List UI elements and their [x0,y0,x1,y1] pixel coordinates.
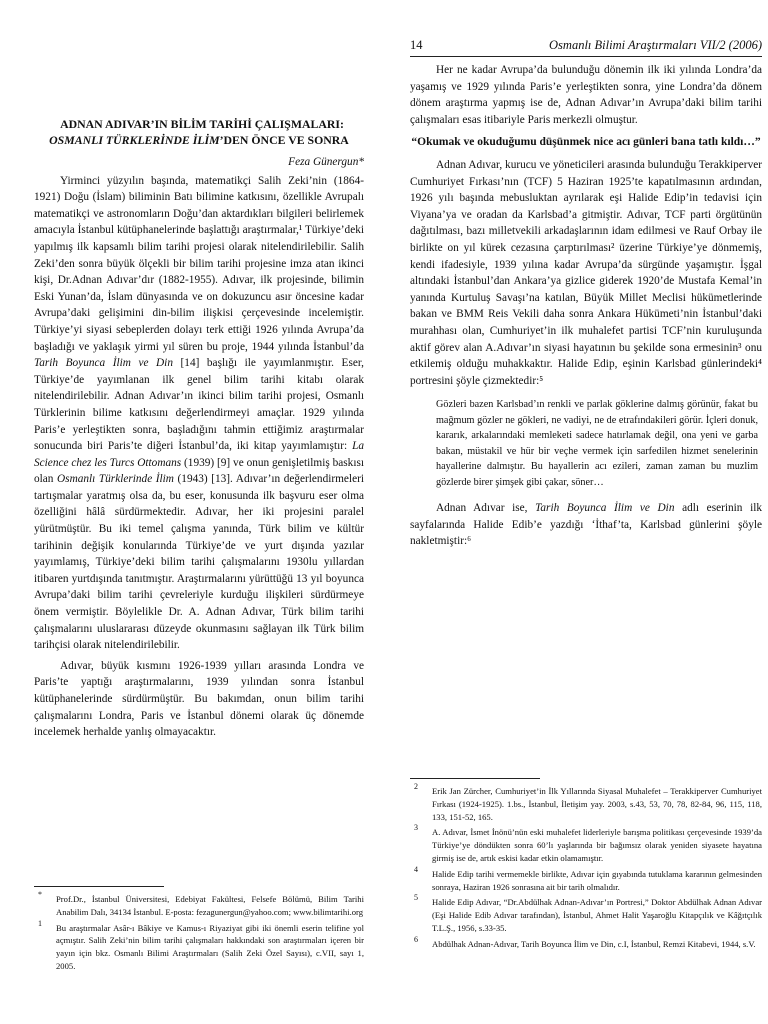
article-subtitle [34,132,364,148]
subtitle-rest: ’DEN ÖNCE VE SONRA [219,133,349,147]
page-header [410,38,762,53]
footnote-text: Erik Jan Zürcher, Cumhuriyet’in İlk Yıllarında Siyasal Muhalefet – Terakkiperver Cumhuriyet Fırkası (1924-1925). 1.bs., İstanbul, İletişim yay. 2003, s.43, 53, 70, 78, 82-84, 96, 115, 118, 133, 151-52, 165. [432,786,762,822]
paragraph-text: adlı eserinin ilk sayfalarında Halide Edib’e yazdığı ‘İthaf’ta, Karlsbad günlerini şöyle nakletmiştir:⁶ [410,502,763,548]
footnote-number: 6 [414,934,418,944]
footnotes-left [34,886,364,976]
paragraph: Her ne kadar Avrupa’da bulunduğu dönemin ilk iki yılında Londra’da yaşamış ve 1929 yılında Paris’e yerleştikten sonra, yine Londra’da dönem dönem araştırma yapmış ise de, Adnan Adıvar’ın Avrupa’daki bilim tarihi çalışmaları esas itibariyle Paris merkezli olmuştur. [410,64,762,126]
header-divider [410,56,762,57]
book-title: La Science chez les Turcs Ottomans [34,440,364,469]
footnote-text: Halide Edip tarihi vermemekle birlikte, Adıvar için gıyabında tutuklama kararının gelmesinden sonraya, Haziran 1926 sonrasına ait bir tarih olmalıdır. [432,868,762,892]
footnote-number: * [38,890,42,899]
paragraph-text: Adnan Adıvar ise, [436,502,528,515]
footnote-divider [34,886,164,887]
footnote-text: Prof.Dr., İstanbul Üniversitesi, Edebiyat Fakültesi, Felsefe Bölümü, Bilim Tarihi Anabilim Dalı, 34134 İstanbul. E-posta: fezagunergun@yahoo.com; www.bilimtarihi.org [56,894,364,917]
footnote [410,782,762,823]
footnote [34,890,364,919]
footnote-number: 1 [38,918,42,928]
footnote [410,934,762,951]
footnote-text: Halide Edip Adıvar, “Dr.Abdülhak Adnan-Adıvar’ın Portresi,” Doktor Abdülhak Adnan Adıvar (Eşi Halide Edib Adıvar tarafından), İstanbul, Ahmet Halit Yaşaroğlu Kitapçılık ve Kâğıtçılık T.L.Ş., 1956, s.33-35. [432,897,762,933]
paragraph [34,173,364,654]
book-title: Tarih Boyunca İlim ve Din [34,357,173,370]
footnote-number: 3 [414,823,418,833]
book-title: Tarih Boyunca İlim ve Din [535,502,675,515]
footnote-text: Abdülhak Adnan-Adıvar, Tarih Boyunca İlim ve Din, c.I, İstanbul, Remzi Kitabevi, 1944, s.V. [432,938,756,949]
paragraph-text: Yirminci yüzyılın başında, matematikçi Salih Zeki’nin (1864-1921) Doğu (İslam) biliminin Batı bilimine katkısını, özellikle Avrupalı matematikçi ve astronomların Doğu’dan aktardıkları bilgileri belirlemek amacıyla İstanbul kütüphanelerinde başlattığı araştırmalar,¹ Türkiye’deki yapılmış ilk kapsamlı bilim tarihi projesi olarak nitelendirilebilir. Salih Zeki’den sonra büyük ölçekli bir bilim tarihi projesine imza atan ikinci kişi, Dr.Adnan Adıvar’dır (1882-1955). Adıvar, ilk projesinde, bilimin Eski Yunan’da, İslam dünyasında ve on dokuzuncu asır öncesine kadar Avrupa’daki gelişimini din-bilim ilişkisi çerçevesinde incelemiştir. Türkiye’yi siyasi sebeplerden dolayı terk ettiği 1926 yılında Avrupa’da başladığı ve yaklaşık yirmi yıl süren bu proje, 1944 yılında İstanbul’da [34,174,364,353]
footnote-divider [410,778,540,779]
footnote [410,823,762,864]
footnote-text: Bu araştırmalar Asâr-ı Bâkiye ve Kamus-ı Riyaziyat gibi iki önemli eserin telifine yol açmıştır. Salih Zeki’nin bilim tarihi çalışmaları hakkındaki son araştırmaları içeren bir yayın için bkz. Osmanlı Bilimi Araştırmaları (Salih Zeki Özel Sayısı), c.VII, sayı 1, 2005. [56,922,364,971]
book-title: Osmanlı Türklerinde İlim [57,473,174,486]
right-column [410,62,762,550]
footnote-text: A. Adıvar, İsmet İnönü’nün eski muhalefet liderleriyle barışma politikası çerçevesinde 1939’da Türkiye’ye döndükten sonra 60’lı yaşlarında bir bağımsız olarak yeniden siyasete hayatına girmiş ise de, artık eskisi kadar etkin olamamıştır. [432,827,762,863]
block-quote: Gözleri bazen Karlsbad’ın renkli ve parlak göklerine dalmış görünür, fakat bu mağmum gözler ne gökleri, ne vadiyi, ne de etrafındakileri görür. İçleri donuk, kararık, arkalarındaki memleketi sadece hatırlamak değil, ona yeni ve garba bakan, müstakil ve hür bir veçhe vermek için sarfedilen hizmet senelerinin hayallerine dalmıştır. Bu hayallerin acı ezileri, zaman zaman bu muzlim gözlerde birer şimşek gibi çakar, söner… [436,399,758,488]
subtitle-italic: OSMANLI TÜRKLERİNDE İLİM [49,133,220,147]
paragraph-text: [14] başlığı ile yayımlanmıştır. Eser, Türkiye’de yayımlanan ilk genel bilim tarihi kitabı olarak nitelendirilebilir. Adnan Adıvar’ın ikinci bilim tarihi projesi, Osmanlı Türklerinin bilime katkısını değerlendirmeyi amaçlar. 1929 yılında Paris’e yerleştikten sonra, başladığını tahmin ettiğimiz araştırmalar sonucunda biri Paris’te diğeri İstanbul’da, iki kitap yayımlamıştır: [34,357,365,453]
footnote-number: 2 [414,782,418,791]
paragraph-text: (1943) [13]. Adıvar’ın değerlendirmeleri tartışmalar yaratmış olsa da, bu eser, konusunda ilk başvuru eser olma özelliğini hâlâ sürdürmektedir. Adıvar, her iki projesini paralel yürütmüştür. Bu iki temel çalışma yanında, Türk bilim ve kültür tarihinin değişik konularında Türkiye’de ve yurt dışında yazılar yayımlamış, Türkiye’deki bilim tarihi çalışmalarını 1930lu yıllardan itibaren yurtdışında tanıtmıştır. Araştırmalarını yürüttüğü 13 yıl boyunca Avrupa’daki bilim tarihi çevreleriyle kurduğu ilişkileri sürdürmeye önem vermiştir. Böylelikle Dr. A. Adnan Adıvar, Türk bilim tarihi çalışmalarını uluslararası düzeyde okunmasını sağlayan ilk Türk bilim tarihçisi olarak nitelendirilebilir. [34,473,364,652]
left-column [34,116,364,741]
article-author: Feza Günergun* [288,156,364,168]
page-number: 14 [410,38,423,52]
footnotes-right [410,778,762,954]
section-heading: “Okumak ve okuduğumu düşünmek nice acı günleri bana tatlı kıldı…” [411,136,761,149]
footnote [410,893,762,934]
paragraph: Adıvar, büyük kısmını 1926-1939 yılları arasında Londra ve Paris’te yaptığı araştırmalarını, 1939 yılından sonra İstanbul kütüphanelerinde sürdürmüştür. Bu bakımdan, onun bilim tarihi çalışmalarını Londra, Paris ve İstanbul dönemi olarak üç dönemde incelemek herhalde yanlış olmayacaktır. [34,659,364,739]
paragraph: Adnan Adıvar, kurucu ve yöneticileri arasında bulunduğu Terakkiperver Cumhuriyet Fırkası’nın (TCF) 5 Haziran 1925’te kapatılmasının ardından, 1926 yılı başında mebusluktan ayrılarak eşi Halide Edip’in tedavisi için Viyana’ya ve oradan da Karlsbad’a gitmiştir. Adıvar, TCF parti örgütünün dağıtılması, bazı milletvekili arkadaşlarının idam edilmesi ve Rauf Orbay ile birlikte on yıl kürek cezasına çarptırılması² üzerine Türkiye’ye dönmemiş, kendi ifadesiyle, 1939 yılına kadar Avrupa’da sürgünde yaşamıştır. İşgal altındaki İstanbul’dan Ankara’ya gizlice giderek 1920’de Mustafa Kemal’in yanında Kurtuluş Savaşı’na katılan, Büyük Millet Meclisi hükümetlerinde bakan ve BMM Reis Vekili daha sonra Ankara Hükümeti’nin İstanbul’daki murahhası olan, Cumhuriyet’in ilk muhalefet partisi TCF’nin kuruluşunda aktif görev alan A.Adıvar’ın siyasi hayatının bu şekilde sona ermesinin³ onu etkilemiş olduğu muhakkaktır. Halide Edip, eşinin Karlsbad günlerindeki⁴ portresini şöyle çizmektedir:⁵ [410,158,762,387]
footnote-number: 4 [414,864,418,874]
paragraph [410,500,762,550]
journal-title: Osmanlı Bilimi Araştırmaları VII/2 (2006) [549,38,762,52]
paragraph-text: (1939) [9] ve onun genişletilmiş baskısı olan [34,456,364,486]
article-title: ADNAN ADIVAR’IN BİLİM TARİHİ ÇALIŞMALARI: [60,117,344,131]
footnote [34,918,364,973]
footnote-number: 5 [414,893,418,903]
footnote [410,864,762,894]
